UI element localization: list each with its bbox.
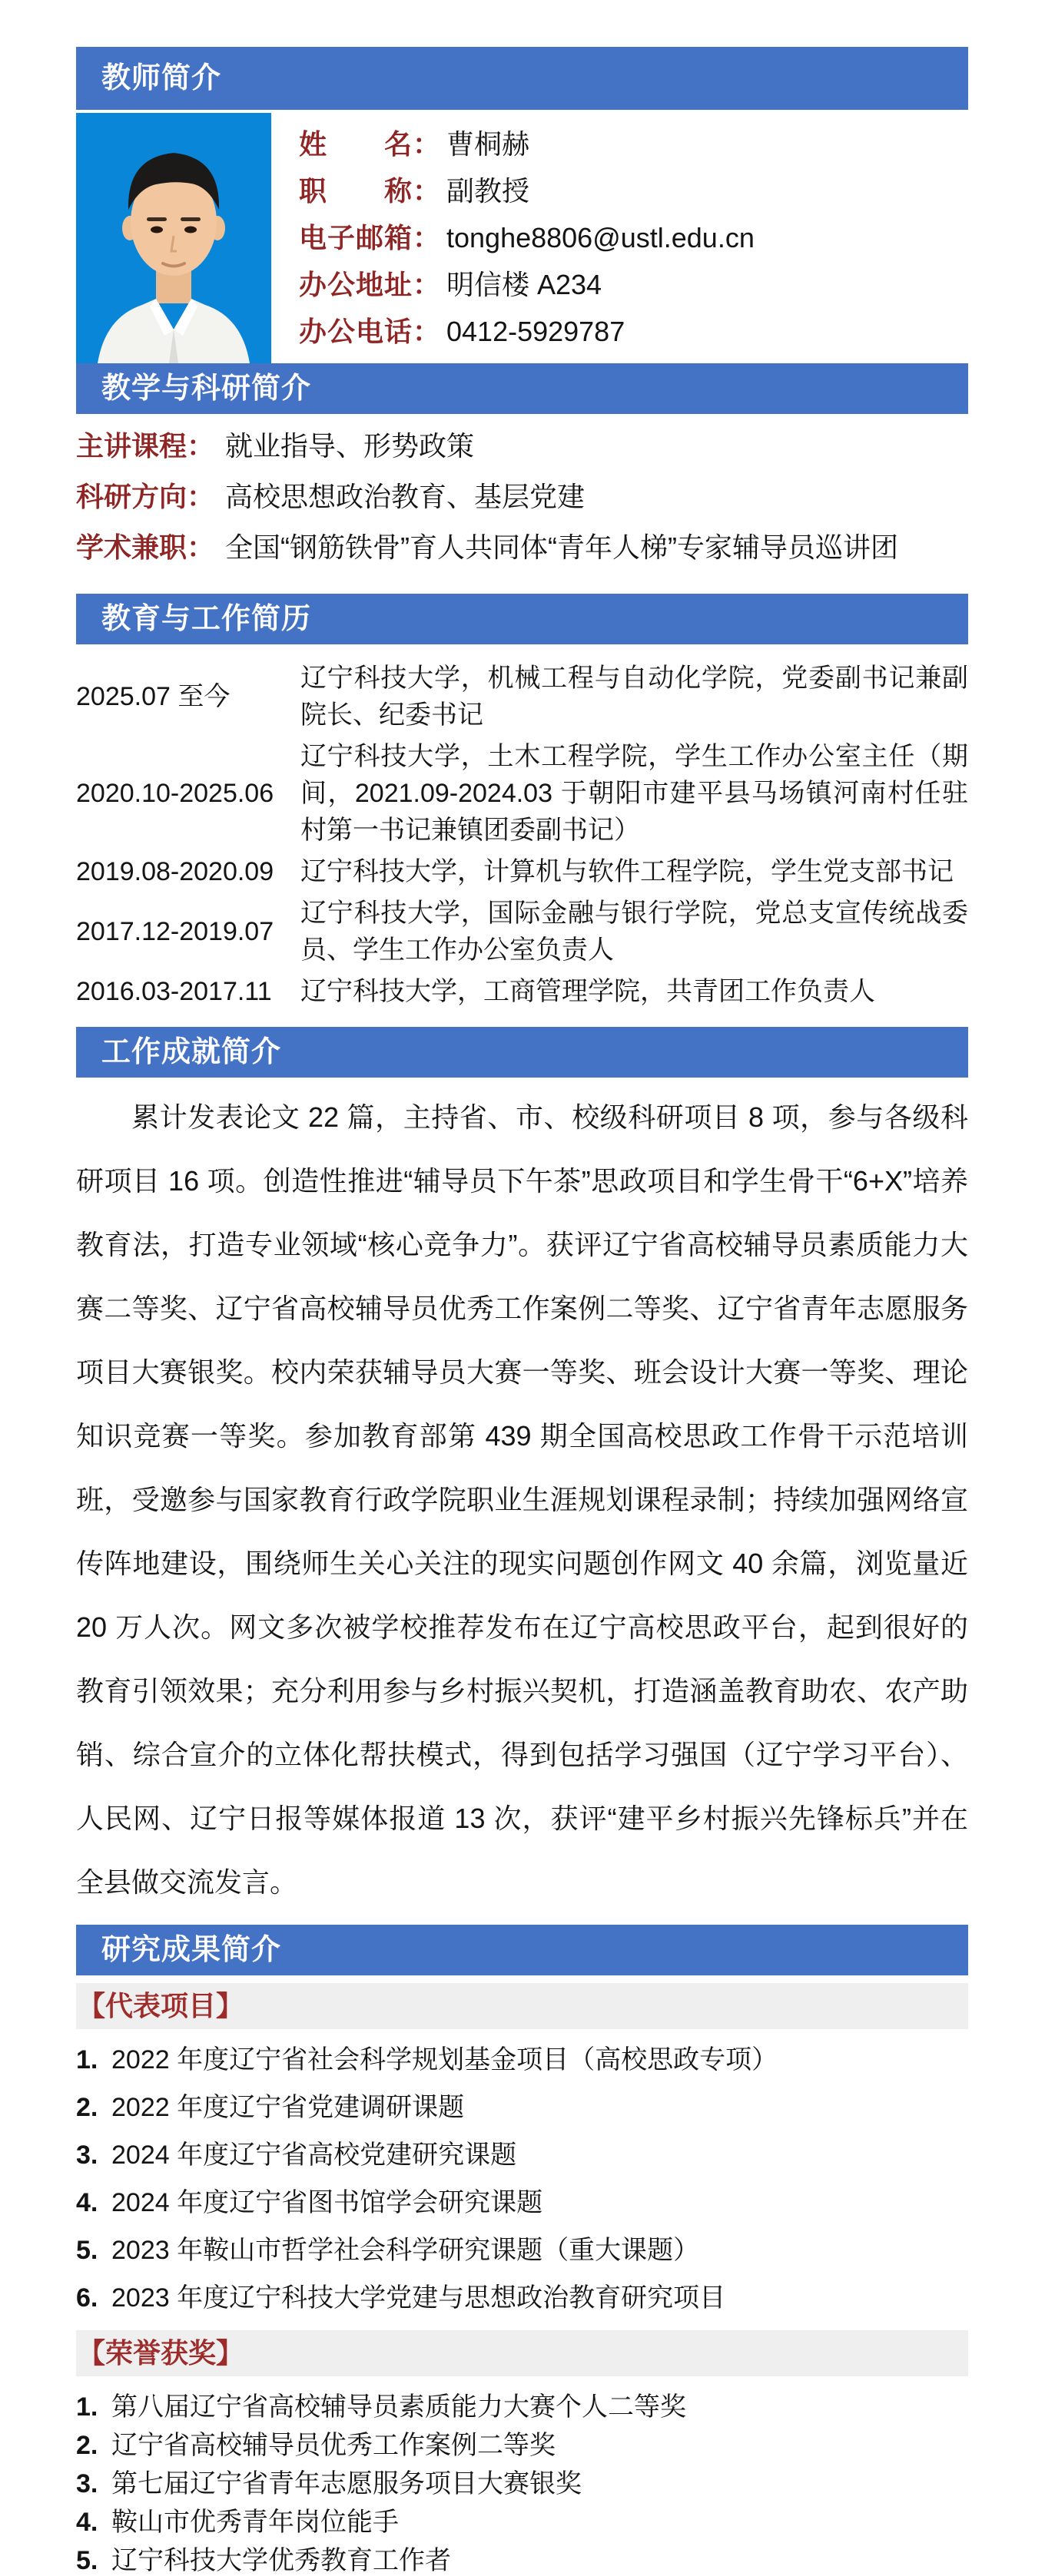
list-item-number: 1. (76, 2045, 98, 2074)
section-teaching-research (76, 363, 968, 594)
history-period: 2020.10-2025.06 (76, 779, 274, 808)
history-detail: 辽宁科技大学，工商管理学院，共青团工作负责人 (300, 977, 875, 1006)
row-courses-value: 就业指导、形势政策 (225, 430, 475, 462)
history-period: 2016.03-2017.11 (76, 977, 272, 1006)
list-item-text: 2023 年度辽宁科技大学党建与思想政治教育研究项目 (111, 2283, 726, 2313)
row-research-direction (76, 482, 968, 512)
list-item (76, 2235, 968, 2266)
section-title-teaching: 教学与科研简介 (101, 372, 312, 405)
honors-awards-list (76, 2392, 968, 2576)
section-title-bar-achievements (76, 1027, 968, 1078)
history-entry (76, 973, 968, 1010)
profile-photo (76, 113, 271, 363)
list-item (76, 2507, 968, 2538)
history-detail: 辽宁科技大学，计算机与软件工程学院，学生党支部书记 (300, 857, 954, 886)
field-email-value: tonghe8806@ustl.edu.cn (446, 221, 755, 253)
list-item-number: 3. (76, 2141, 98, 2170)
list-item (76, 2187, 968, 2218)
list-item (76, 2430, 968, 2461)
row-research-direction-value: 高校思想政治教育、基层党建 (225, 481, 586, 512)
history-period: 2019.08-2020.09 (76, 857, 274, 886)
list-item-number: 4. (76, 2188, 98, 2217)
history-entry (76, 660, 968, 733)
list-item-text: 鞍山市优秀青年岗位能手 (111, 2508, 399, 2537)
row-academic-posts-label: 学术兼职： (76, 531, 215, 563)
field-title-value: 副教授 (446, 174, 530, 207)
field-name-label: 姓 名： (299, 127, 442, 160)
field-title (299, 174, 968, 208)
section-title-bar-profile (76, 47, 968, 110)
section-title-bar-teaching (76, 363, 968, 414)
field-name (299, 127, 968, 161)
section-title-history: 教育与工作简历 (101, 603, 312, 635)
section-title-bar-research-results (76, 1925, 968, 1975)
list-item-text: 辽宁科技大学优秀教育工作者 (111, 2546, 451, 2575)
list-item-text: 2024 年度辽宁省图书馆学会研究课题 (111, 2188, 543, 2217)
list-item (76, 2045, 968, 2075)
history-period: 2025.07 至今 (76, 682, 231, 711)
section-research-results (76, 1925, 968, 2576)
representative-projects-list (76, 2045, 968, 2313)
history-detail: 辽宁科技大学，机械工程与自动化学院，党委副书记兼副院长、纪委书记 (300, 664, 968, 730)
history-detail: 辽宁科技大学，国际金融与银行学院，党总支宣传统战委员、学生工作办公室负责人 (300, 899, 968, 965)
field-office-phone (299, 315, 968, 349)
subheading-honors-awards-text: 【荣誉获奖】 (78, 2337, 244, 2369)
achievements-paragraph: 累计发表论文 22 篇，主持省、市、校级科研项目 8 项，参与各级科研项目 16 项。创造性推进“辅导员下午茶”思政项目和学生骨干“6+X”培养教育法，打造专业领域“核心竞争力”。获评辽宁省高校辅导员素质能力大赛二等奖、辽宁省高校辅导员优秀工作案例二等奖、辽宁省青年志愿服务项目大赛银奖。校内荣获辅导员大赛一等奖、班会设计大赛一等奖、理论知识竞赛一等奖。参加教育部第 439 期全国高校思政工作骨干示范培训班，受邀参与国家教育行政学院职业生涯规划课程录制；持续加强网络宣传阵地建设，围绕师生关心关注的现实问题创作网文 40 余篇，浏览量近 20 万人次。网文多次被学校推荐发布在辽宁高校思政平台，起到很好的教育引领效果；充分利用参与乡村振兴契机，打造涵盖教育助农、农产助销、综合宣介的立体化帮扶模式，得到包括学习强国（辽宁学习平台）、人民网、辽宁日报等媒体报道 13 次，获评“建平乡村振兴先锋标兵”并在全县做交流发言。 (76, 1101, 968, 1898)
row-courses (76, 431, 968, 462)
list-item-number: 2. (76, 2431, 98, 2460)
list-item-number: 2. (76, 2093, 98, 2122)
list-item-text: 2022 年度辽宁省社会科学规划基金项目（高校思政专项） (111, 2045, 778, 2074)
field-name-value: 曹桐赫 (446, 127, 530, 160)
list-item (76, 2468, 968, 2499)
row-academic-posts-value: 全国“钢筋铁骨”育人共同体“青年人梯”专家辅导员巡讲团 (225, 531, 898, 563)
section-work-history (76, 594, 968, 1027)
list-item-text: 2023 年鞍山市哲学社会科学研究课题（重大课题） (111, 2236, 700, 2265)
profile-row (76, 113, 968, 363)
list-item-text: 2022 年度辽宁省党建调研课题 (111, 2093, 465, 2122)
section-achievements (76, 1027, 968, 1914)
field-office-phone-value: 0412-5929787 (446, 316, 625, 348)
list-item (76, 2545, 968, 2576)
subheading-honors-awards (76, 2330, 968, 2376)
list-item-text: 第七届辽宁省青年志愿服务项目大赛银奖 (111, 2469, 582, 2498)
list-item-number: 1. (76, 2392, 98, 2422)
section-profile (76, 47, 968, 363)
history-list (76, 644, 968, 1027)
list-item (76, 2092, 968, 2123)
field-email (299, 221, 968, 255)
list-item-number: 3. (76, 2469, 98, 2498)
list-item-number: 5. (76, 2236, 98, 2265)
history-entry (76, 738, 968, 849)
subheading-representative-projects (76, 1983, 968, 2029)
teaching-fields (76, 414, 968, 594)
row-courses-label: 主讲课程： (76, 430, 215, 462)
section-title-bar-history (76, 594, 968, 644)
list-item-number: 5. (76, 2546, 98, 2575)
list-item-text: 2024 年度辽宁省高校党建研究课题 (111, 2141, 517, 2170)
section-title-research-results: 研究成果简介 (101, 1934, 282, 1966)
subheading-representative-projects-text: 【代表项目】 (78, 1990, 244, 2021)
history-entry (76, 853, 968, 890)
list-item-text: 辽宁省高校辅导员优秀工作案例二等奖 (111, 2431, 556, 2460)
field-title-label: 职 称： (299, 174, 442, 207)
history-period: 2017.12-2019.07 (76, 917, 274, 946)
field-office-phone-label: 办公电话： (299, 316, 442, 348)
profile-fields (299, 113, 968, 363)
row-research-direction-label: 科研方向： (76, 481, 215, 512)
list-item-number: 4. (76, 2508, 98, 2537)
list-item (76, 2392, 968, 2422)
person-portrait-illustration (76, 113, 271, 363)
field-office-address-value: 明信楼 A234 (446, 269, 602, 301)
field-office-address-label: 办公地址： (299, 269, 442, 301)
section-title-profile: 教师简介 (101, 62, 222, 94)
section-title-achievements: 工作成就简介 (101, 1036, 282, 1068)
history-detail: 辽宁科技大学，土木工程学院，学生工作办公室主任（期间，2021.09-2024.03 于朝阳市建平县马场镇河南村任驻村第一书记兼镇团委副书记） (300, 742, 968, 845)
field-email-label: 电子邮箱： (299, 221, 442, 253)
list-item-text: 第八届辽宁省高校辅导员素质能力大赛个人二等奖 (111, 2392, 686, 2422)
field-office-address (299, 268, 968, 302)
list-item (76, 2283, 968, 2313)
row-academic-posts (76, 532, 968, 563)
list-item-number: 6. (76, 2283, 98, 2313)
history-entry (76, 895, 968, 968)
list-item (76, 2140, 968, 2170)
